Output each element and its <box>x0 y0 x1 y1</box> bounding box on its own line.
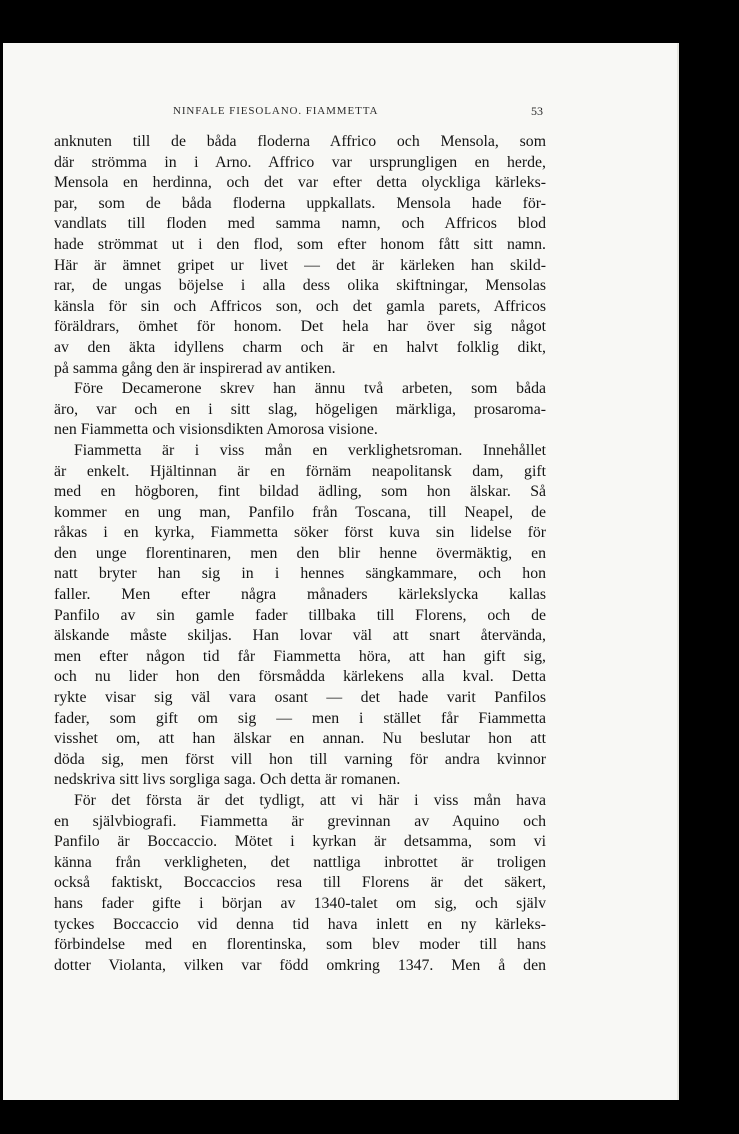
text-line: hans fader gifte i början av 1340-talet om sig, och själv <box>54 894 546 912</box>
text-line: och nu lider hon den försmådda kärlekens alla kval. Detta <box>54 668 546 686</box>
text-line: föräldrars, ömhet för honom. Det hela har över sig något <box>54 318 546 336</box>
text-line: visshet om, att han älskar en annan. Nu beslutar hon att <box>54 730 546 748</box>
running-title: NINFALE FIESOLANO. FIAMMETTA <box>173 105 379 117</box>
text-line: känna från verkligheten, det nattliga inbrottet är troligen <box>54 853 546 871</box>
text-line: äro, var och en i sitt slag, högeligen märkliga, prosaroma- <box>54 400 546 418</box>
text-line: en självbiografi. Fiammetta är grevinnan av Aquino och <box>54 812 546 830</box>
text-line: anknuten till de båda floderna Affrico och Mensola, som <box>54 133 546 150</box>
text-line: på samma gång den är inspirerad av antiken. <box>54 359 336 377</box>
text-line: fader, som gift om sig — men i stället får Fiammetta <box>54 709 546 727</box>
text-line: känsla för sin och Affricos son, och det gamla parets, Affricos <box>54 297 546 315</box>
text-line: med en högboren, fint bildad ädling, som hon älskar. Så <box>54 483 546 501</box>
text-line: vandlats till floden med samma namn, och Affricos blod <box>54 215 546 233</box>
text-line: råkas i en kyrka, Fiammetta söker först kuva sin lidelse för <box>54 524 546 542</box>
text-line: par, som de båda floderna uppkallats. Mensola hade för- <box>54 194 546 212</box>
text-line: Panfilo av sin gamle fader tillbaka till Florens, och de <box>54 606 546 624</box>
text-line: är enkelt. Hjältinnan är en förnäm neapolitansk dam, gift <box>54 462 546 480</box>
text-line: av den äkta idyllens charm och är en halvt folklig dikt, <box>54 338 546 356</box>
text-line: kommer en ung man, Panfilo från Toscana, till Neapel, de <box>54 503 546 521</box>
text-line: döda sig, men först vill hon till varning för andra kvinnor <box>54 750 546 768</box>
text-line: För det första är det tydligt, att vi här i viss mån hava <box>74 792 546 809</box>
text-line: nen Fiammetta och visionsdikten Amorosa visione. <box>54 421 378 439</box>
text-line: Här är ämnet gripet ur livet — det är kärleken han skild- <box>54 256 546 274</box>
text-line: dotter Violanta, vilken var född omkring 1347. Men å den <box>54 956 546 974</box>
text-line: också faktiskt, Boccaccios resa till Florens är det säkert, <box>54 874 546 892</box>
text-line: men efter någon tid får Fiammetta höra, att han gift sig, <box>54 647 546 665</box>
text-line: tyckes Boccaccio vid denna tid hava inlett en ny kärleks- <box>54 915 546 933</box>
text-line: rar, de ungas böjelse i alla dess olika skiftningar, Mensolas <box>54 277 546 295</box>
text-line: förbindelse med en florentinska, som blev moder till hans <box>54 936 546 954</box>
text-line: hade strömmat ut i den flod, som efter honom fått sitt namn. <box>54 235 546 253</box>
text-line: Mensola en herdinna, och det var efter detta olyckliga kärleks- <box>54 174 546 192</box>
text-line: natt bryter han sig in i hennes sängkammare, och hon <box>54 565 546 583</box>
page-number: 53 <box>531 104 543 118</box>
text-line: Fiammetta är i viss mån en verklighetsroman. Innehållet <box>74 441 546 459</box>
text-line: Före Decamerone skrev han ännu två arbeten, som båda <box>74 380 546 398</box>
text-line: Panfilo är Boccaccio. Mötet i kyrkan är detsamma, som vi <box>54 833 546 851</box>
text-line: rykte visar sig väl vara osant — det hade varit Panfilos <box>54 689 546 707</box>
text-line: faller. Men efter några månaders kärlekslycka kallas <box>54 586 546 604</box>
text-line: där strömma in i Arno. Affrico var ursprungligen en herde, <box>54 153 546 171</box>
text-line: nedskriva sitt livs sorgliga saga. Och detta är romanen. <box>54 771 401 789</box>
text-line: den unge florentinaren, men den blir henne övermäktig, en <box>54 544 546 562</box>
body-text <box>54 132 546 976</box>
text-line: älskande måste skiljas. Han lovar väl att snart återvända, <box>54 627 546 645</box>
